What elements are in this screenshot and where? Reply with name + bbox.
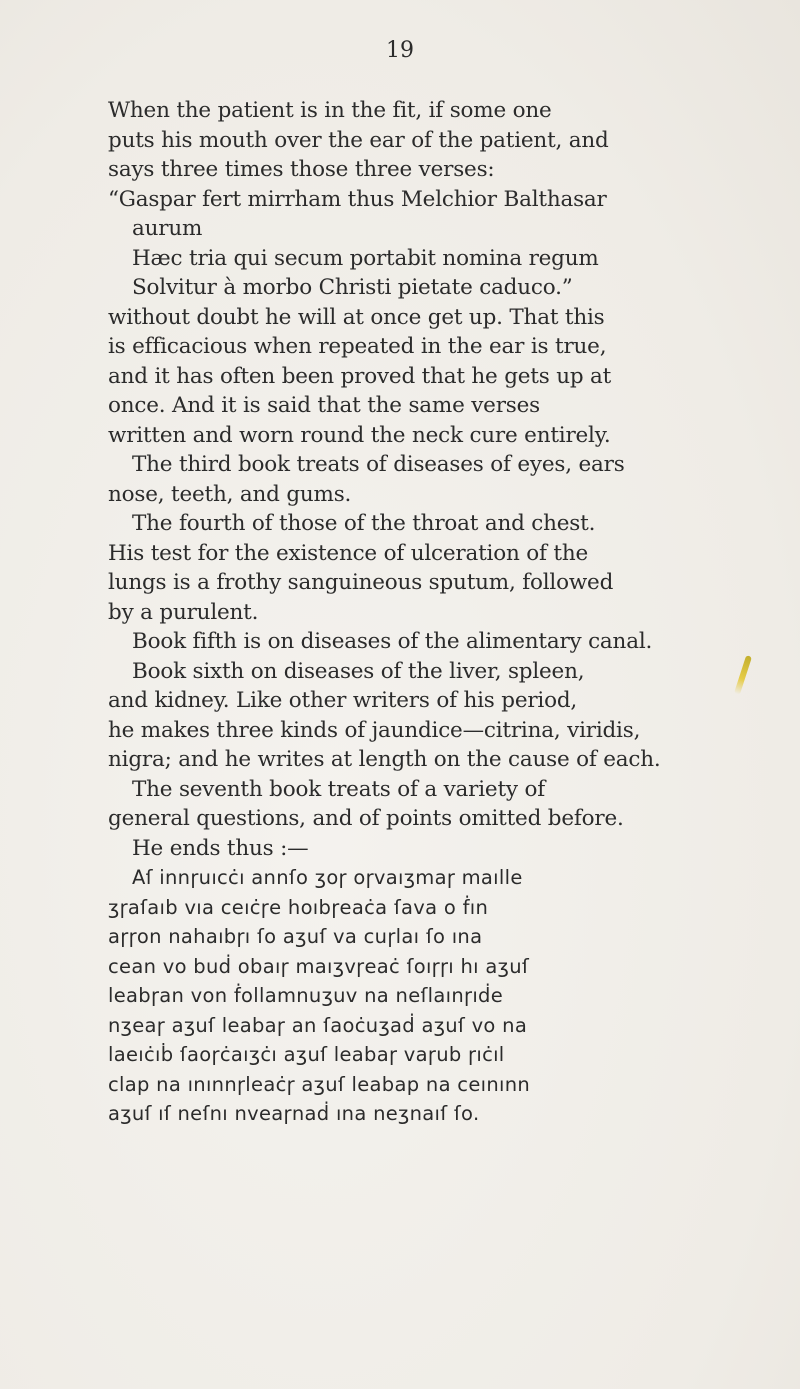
text-line: by a purulent. (108, 599, 259, 625)
irish-text-line: aʒuſ ıſ neſnı nveaɼnaḋ ına neʒnaıſ ſo. (108, 1102, 480, 1125)
text-line: general questions, and of points omitted before. (108, 806, 624, 831)
text-line: says three times those three verses: (108, 157, 495, 182)
text-line: Solvitur à morbo Christi pietate caduco.” (132, 275, 573, 300)
text-line: Book sixth on diseases of the liver, spleen, (132, 658, 585, 684)
irish-text-line: leabɼan von ḟollamnuʒuv na neſlaınɼıḋe (108, 984, 504, 1007)
irish-text-line: cean vo buḋ obaıɼ maıʒvɼeaċ ſoıɼɼı hı aʒuſ (108, 954, 530, 978)
body-text (108, 96, 768, 1129)
irish-text-line: Aſ innɼuıcċı annſo ʒoɼ oɼvaıʒmaɼ maılle (132, 866, 523, 889)
text-line: Book fifth is on diseases of the alimentary canal. (132, 629, 653, 654)
irish-text-line: ʒɼaſaıb vıa ceıċɼe hoıbɼeaċa ſava o ḟın (108, 895, 489, 919)
text-line: he makes three kinds of jaundice—citrina, viridis, (108, 717, 641, 743)
text-line: puts his mouth over the ear of the patient, and (108, 127, 609, 153)
text-line: and kidney. Like other writers of his period, (108, 688, 578, 713)
text-line: is efficacious when repeated in the ear is true, (108, 334, 607, 359)
text-line: once. And it is said that the same verses (108, 393, 540, 418)
text-line: “Gaspar fert mirrham thus Melchior Balthasar (108, 186, 607, 212)
irish-text-line: nʒeaɼ aʒuſ leabaɼ an ſaoċuʒaḋ aʒuſ vo na (108, 1013, 528, 1037)
text-line: His test for the existence of ulceration of the (108, 540, 588, 566)
irish-text-line: aɼɼon nahaıbɼı ſo aʒuſ va cuɼlaı ſo ına (108, 925, 483, 948)
text-line: Hæc tria qui secum portabit nomina regum (132, 245, 599, 271)
text-line: The seventh book treats of a variety of (132, 776, 545, 802)
irish-text-line: laeıċıḃ ſaoɼċaıʒċı aʒuſ leabaɼ vaɼub ɼıċıl (108, 1043, 505, 1066)
text-line: written and worn round the neck cure entirely. (108, 422, 611, 448)
text-line: nigra; and he writes at length on the cause of each. (108, 747, 661, 772)
text-line: and it has often been proved that he gets up at (108, 363, 612, 389)
text-line: He ends thus :— (132, 835, 309, 861)
text-line: nose, teeth, and gums. (108, 481, 352, 507)
page-number: 19 (386, 38, 414, 63)
text-line: aurum (132, 216, 203, 241)
text-line: lungs is a frothy sanguineous sputum, followed (108, 570, 614, 595)
irish-text-line: clap na ınınnɼleaċɼ aʒuſ leabap na ceınınn (108, 1072, 531, 1096)
text-line: without doubt he will at once get up. That this (108, 304, 605, 330)
text-line: When the patient is in the fit, if some one (108, 98, 552, 123)
text-line: The third book treats of diseases of eyes, ears (132, 452, 625, 477)
text-line: The fourth of those of the throat and chest. (132, 511, 596, 536)
